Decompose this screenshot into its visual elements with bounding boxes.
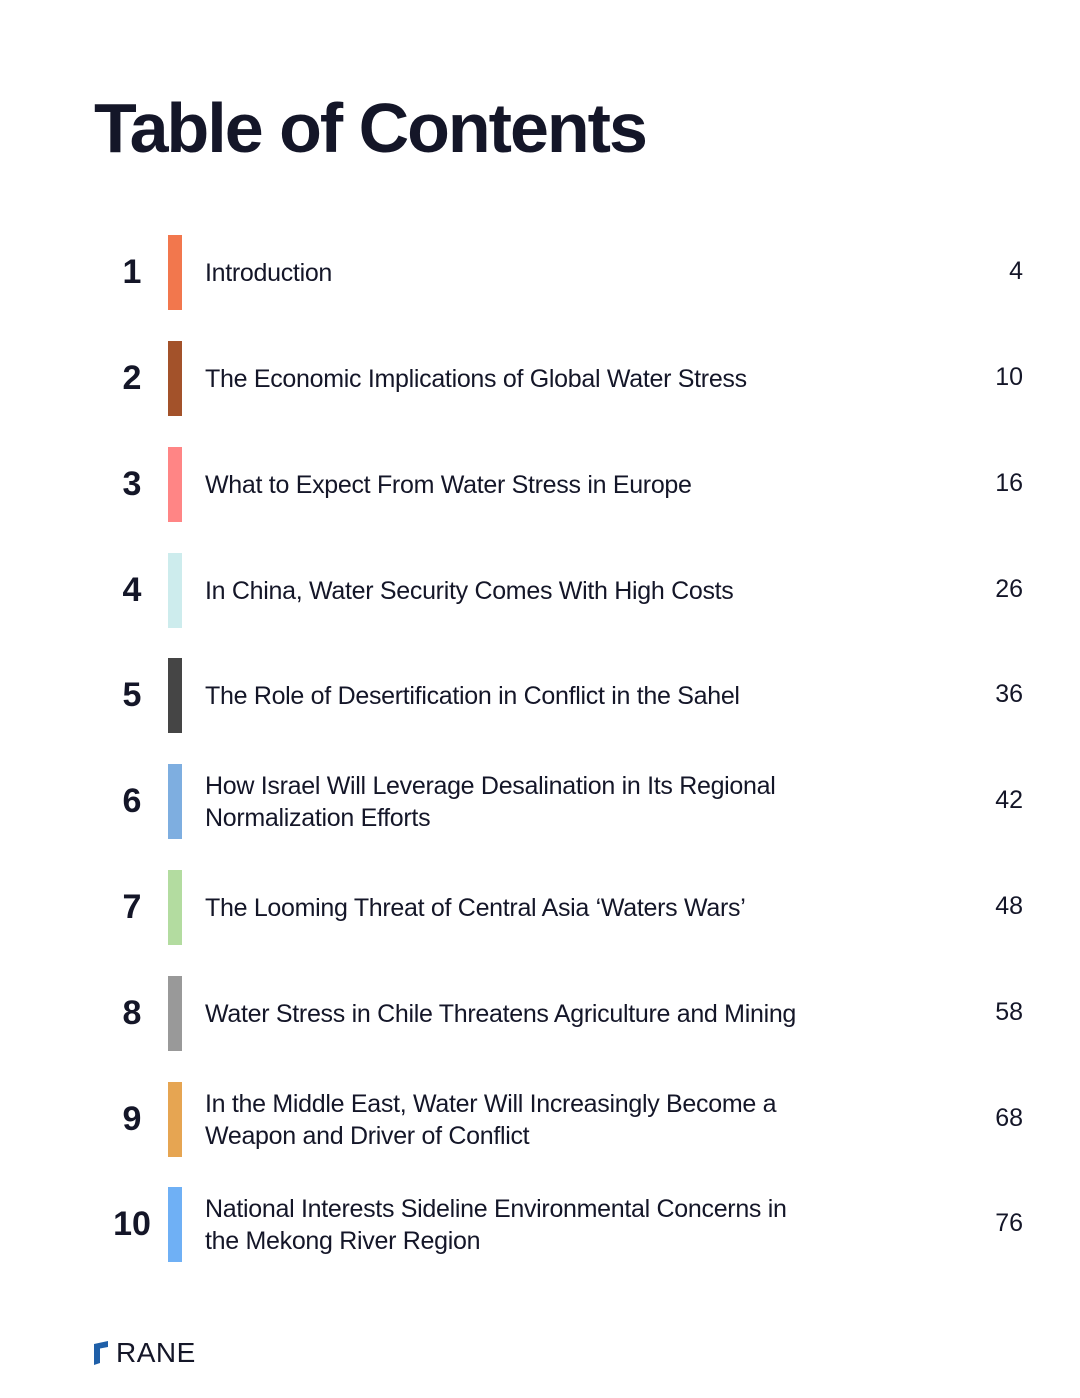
toc-entry-page: 48 <box>995 892 1023 920</box>
logo-mark-shape <box>94 1341 108 1365</box>
toc-color-bar <box>168 658 182 733</box>
toc-color-bar <box>168 553 182 628</box>
toc-entry-number: 8 <box>122 994 142 1032</box>
toc-entry-number: 10 <box>113 1205 151 1243</box>
toc-entry-page: 68 <box>995 1104 1023 1132</box>
toc-color-bar <box>168 976 182 1051</box>
toc-entry-title: The Role of Desertification in Conflict in the Sahel <box>205 681 740 710</box>
toc-entry-title: In China, Water Security Comes With High Costs <box>205 576 734 605</box>
toc-entry-page: 36 <box>995 680 1023 708</box>
toc-entry-7[interactable] <box>0 870 1080 945</box>
toc-entry-9[interactable] <box>0 1082 1080 1157</box>
toc-color-bar <box>168 447 182 522</box>
toc-entry-6[interactable] <box>0 764 1080 839</box>
toc-entry-title: National Interests Sideline Environmental Concerns in the Mekong River Region <box>205 1194 787 1255</box>
toc-entry-title: Water Stress in Chile Threatens Agriculture and Mining <box>205 999 797 1028</box>
toc-entry-number: 4 <box>122 571 142 609</box>
toc-entry-page: 42 <box>995 786 1023 814</box>
toc-entry-title: The Looming Threat of Central Asia ‘Waters Wars’ <box>205 893 746 922</box>
toc-entry-title: How Israel Will Leverage Desalination in Its Regional Normalization Efforts <box>205 771 776 832</box>
toc-entry-3[interactable] <box>0 447 1080 522</box>
toc-color-bar <box>168 1187 182 1262</box>
toc-entry-title: Introduction <box>205 258 333 287</box>
toc-entry-number: 2 <box>122 359 142 397</box>
toc-entry-4[interactable] <box>0 553 1080 628</box>
toc-color-bar <box>168 870 182 945</box>
toc-entry-page: 58 <box>995 998 1023 1026</box>
toc-entry-number: 7 <box>122 888 142 926</box>
toc-entry-page: 26 <box>995 575 1023 603</box>
toc-color-bar <box>168 1082 182 1157</box>
toc-color-bar <box>168 764 182 839</box>
toc-entry-number: 1 <box>122 253 142 291</box>
toc-color-bar <box>168 235 182 310</box>
toc-entry-2[interactable] <box>0 341 1080 416</box>
toc-entry-10[interactable] <box>0 1187 1080 1262</box>
logo-text: RANE <box>116 1337 196 1368</box>
toc-entry-1[interactable] <box>0 235 1080 310</box>
toc-entry-title: In the Middle East, Water Will Increasingly Become a Weapon and Driver of Conflict <box>205 1089 777 1150</box>
toc-entry-number: 3 <box>122 465 142 503</box>
rane-logo-mark-icon <box>92 1341 110 1365</box>
toc-entry-page: 10 <box>995 363 1023 391</box>
toc-entry-title: The Economic Implications of Global Water Stress <box>205 364 747 393</box>
toc-entry-number: 5 <box>122 676 142 714</box>
toc-color-bar <box>168 341 182 416</box>
rane-logo <box>92 1338 196 1368</box>
toc-entry-page: 76 <box>995 1209 1023 1237</box>
toc-entry-5[interactable] <box>0 658 1080 733</box>
toc-entry-page: 16 <box>995 469 1023 497</box>
toc-entry-page: 4 <box>1009 257 1023 285</box>
toc-entry-8[interactable] <box>0 976 1080 1051</box>
toc-entry-title: What to Expect From Water Stress in Europe <box>205 470 692 499</box>
toc-entry-number: 9 <box>122 1100 142 1138</box>
toc-entry-number: 6 <box>122 782 142 820</box>
page-title: Table of Contents <box>94 89 646 167</box>
